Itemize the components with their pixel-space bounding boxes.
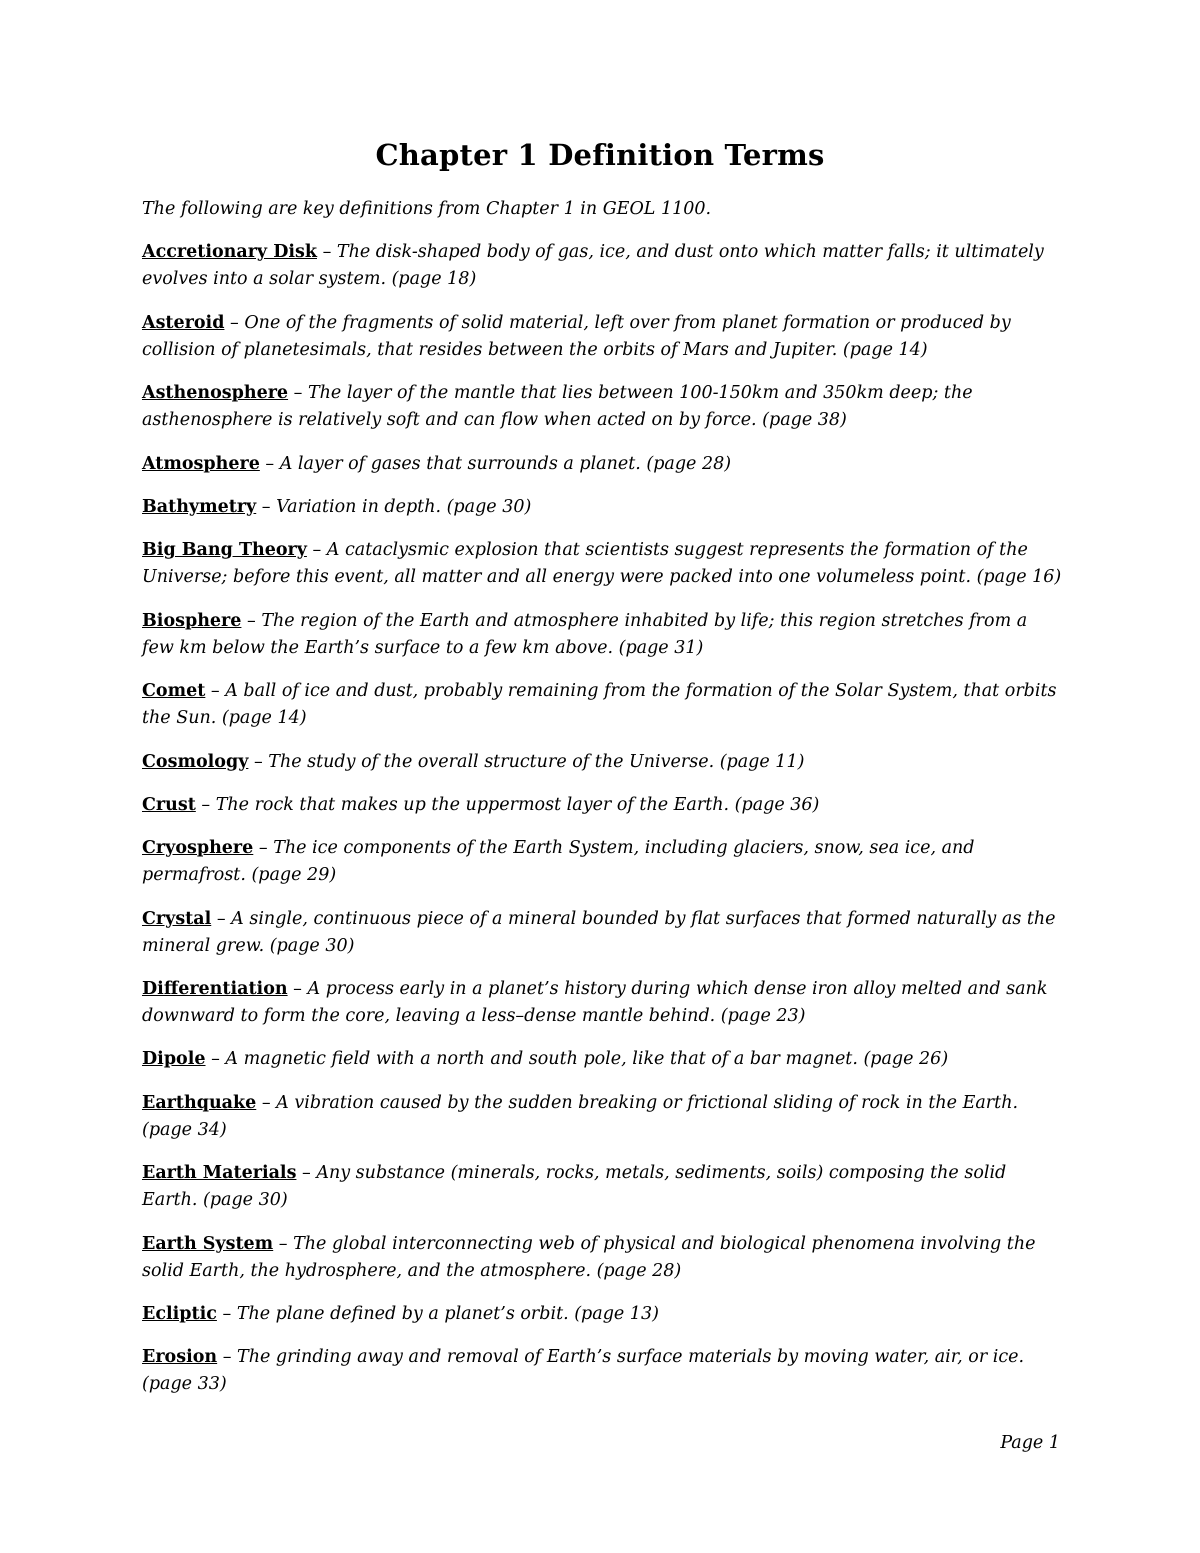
definition-term: Earth System [142,1233,274,1254]
definition-entry [142,239,1062,293]
definition-entry [142,792,1062,819]
term-separator: – [205,681,226,702]
term-separator: – [317,242,337,263]
definition-text: The global interconnecting web of physical and biological phenomena involving the solid Earth, the hydrosphere, and the atmosphere. (page 28) [142,1233,1036,1281]
definition-term: Dipole [142,1049,206,1070]
definition-entry [142,494,1062,521]
definition-entry [142,1160,1062,1214]
definition-term: Cosmology [142,751,249,772]
definition-text: The region of the Earth and atmosphere inhabited by life; this region stretches from a few km below the Earth’s surface to a few km above. (page 31) [142,610,1028,658]
definition-term: Bathymetry [142,496,257,517]
definition-entry [142,835,1062,889]
definition-text: A process early in a planet’s history during which dense iron alloy melted and sank downward to form the core, leaving a less–dense mantle behind. (page 23) [142,979,1048,1027]
term-separator: – [256,496,277,517]
definition-entry [142,608,1062,662]
definition-term: Differentiation [142,979,288,1000]
definition-term: Cryosphere [142,838,254,859]
definition-entry [142,1301,1062,1328]
definition-entry [142,976,1062,1030]
term-separator: – [306,540,327,561]
definition-term: Earth Materials [142,1163,297,1184]
definition-text: A single, continuous piece of a mineral bounded by flat surfaces that formed naturally as the mineral grew. (page 30) [142,908,1056,956]
definition-text: Any substance (minerals, rocks, metals, sediments, soils) composing the solid Earth. (page 30) [142,1163,1007,1211]
definition-text: The ice components of the Earth System, including glaciers, snow, sea ice, and permafrost. (page 29) [142,838,975,886]
term-separator: – [248,751,269,772]
term-separator: – [288,383,308,404]
definition-term: Ecliptic [142,1304,217,1325]
definition-text: A magnetic field with a north and south pole, like that of a bar magnet. (page 26) [225,1049,949,1070]
term-separator: – [296,1163,317,1184]
definition-entry [142,1231,1062,1285]
definition-entry [142,749,1062,776]
definition-entry [142,310,1062,364]
definition-entry [142,451,1062,478]
definitions-body [142,196,1062,1415]
term-separator: – [256,1092,277,1113]
definition-text: The layer of the mantle that lies between 100-150km and 350km deep; the asthenosphere is relatively soft and can flow when acted on by force. (page 38) [142,383,973,431]
definition-text: A ball of ice and dust, probably remaining from the formation of the Solar System, that orbits the Sun. (page 14) [142,681,1057,729]
definition-list [142,239,1062,1398]
term-separator: – [211,908,232,929]
term-separator: – [205,1049,226,1070]
definition-term: Biosphere [142,610,242,631]
definition-text: A vibration caused by the sudden breaking or frictional sliding of rock in the Earth. (page 34) [142,1092,1019,1140]
page-number: Page 1 [1000,1433,1060,1453]
definition-text: The plane defined by a planet’s orbit. (page 13) [236,1304,659,1325]
definition-entry [142,906,1062,960]
definition-term: Crystal [142,908,212,929]
definition-entry [142,380,1062,434]
definition-entry [142,1046,1062,1073]
definition-text: Variation in depth. (page 30) [276,496,532,517]
definition-text: The study of the overall structure of the Universe. (page 11) [268,751,805,772]
definition-entry [142,1090,1062,1144]
definition-entry [142,1344,1062,1398]
definition-term: Asteroid [142,312,225,333]
term-separator: – [253,838,274,859]
definition-term: Atmosphere [142,453,260,474]
term-separator: – [241,610,262,631]
definition-term: Erosion [142,1347,218,1368]
term-separator: – [273,1233,294,1254]
definition-term: Big Bang Theory [142,540,307,561]
definition-text: A layer of gases that surrounds a planet. (page 28) [279,453,732,474]
term-separator: – [287,979,308,1000]
term-separator: – [259,453,280,474]
term-separator: – [195,794,216,815]
definition-text: The disk-shaped body of gas, ice, and dust onto which matter falls; it ultimately evolves into a solar system. (page 18) [142,242,1044,290]
definition-term: Comet [142,681,206,702]
term-separator: – [216,1304,237,1325]
definition-term: Asthenosphere [142,383,289,404]
definition-entry [142,537,1062,591]
definition-term: Crust [142,794,196,815]
term-separator: – [224,312,245,333]
page-title: Chapter 1 Definition Terms [375,138,825,172]
definition-term: Accretionary Disk [142,242,317,263]
definition-text: A cataclysmic explosion that scientists suggest represents the formation of the Universe; before this event, all matter and all energy were packed into one volumeless point. (page 16) [142,540,1062,588]
definition-text: The rock that makes up the uppermost layer of the Earth. (page 36) [215,794,820,815]
definition-entry [142,678,1062,732]
definition-text: One of the fragments of solid material, left over from planet formation or produced by collision of planetesimals, that resides between the orbits of Mars and Jupiter. (page 14) [142,312,1011,360]
definition-text: The grinding away and removal of Earth’s surface materials by moving water, air, or ice. (page 33) [142,1347,1025,1395]
definition-term: Earthquake [142,1092,257,1113]
term-separator: – [217,1347,238,1368]
intro-text: The following are key definitions from Chapter 1 in GEOL 1100. [142,199,712,219]
